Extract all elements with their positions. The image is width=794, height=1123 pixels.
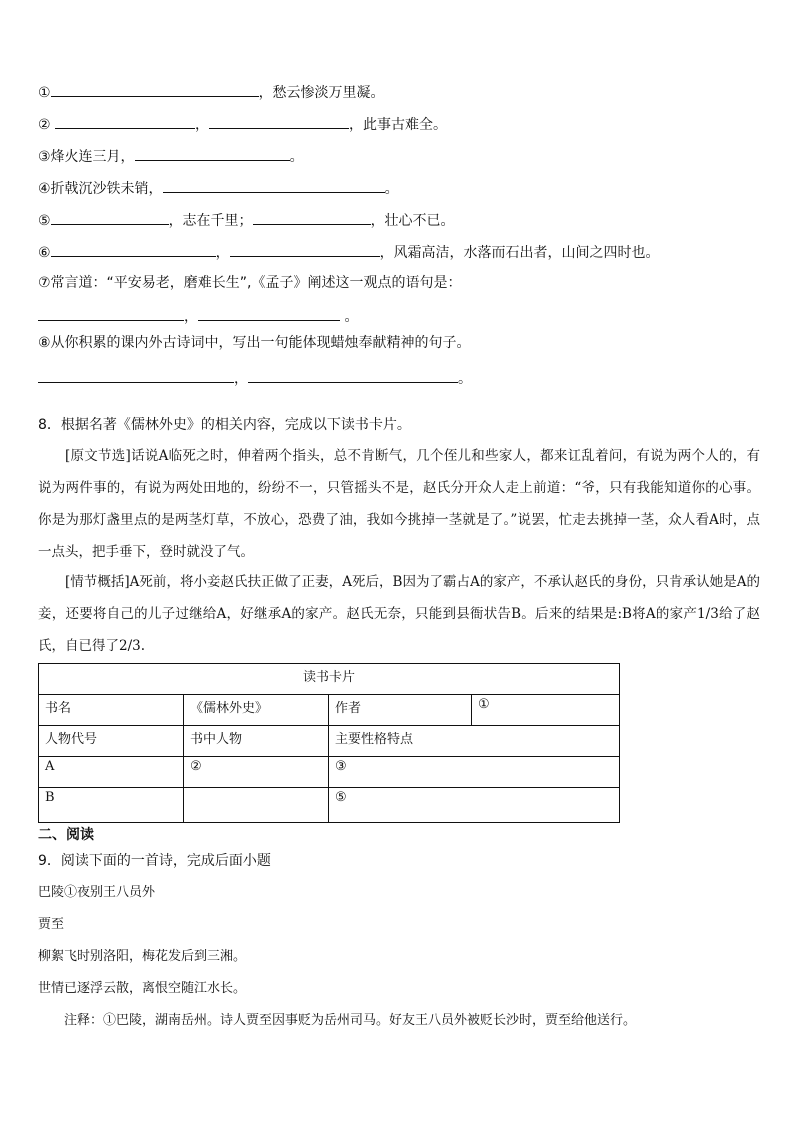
q7-prompt: ⑦常言道：“平安易老，磨难长生”,《孟子》阐述这一观点的语句是： bbox=[38, 275, 462, 291]
section2-heading: 二、阅读 bbox=[38, 827, 94, 843]
q8-blank-1[interactable] bbox=[38, 368, 234, 383]
q6-sep: ， bbox=[215, 245, 230, 261]
q8-blank-2[interactable] bbox=[248, 368, 458, 383]
q7-blank-2[interactable] bbox=[198, 306, 340, 321]
reading-card-table bbox=[38, 663, 620, 823]
q7-blank-1[interactable] bbox=[38, 306, 184, 321]
q8-title: 8．根据名著《儒林外史》的相关内容，完成以下读书卡片。 bbox=[38, 417, 411, 433]
q7-sep: ， bbox=[184, 309, 198, 325]
q5-mid: ，志在千里； bbox=[168, 213, 253, 229]
q2-blank-2[interactable] bbox=[209, 114, 349, 129]
poem-note: 注释：①巴陵，湖南岳州。诗人贾至因事贬为岳州司马。好友王八员外被贬长沙时，贾至给他送行。 bbox=[64, 1013, 637, 1028]
q8-answer-line bbox=[38, 368, 472, 388]
poem-title: 巴陵①夜别王八员外 bbox=[38, 885, 156, 900]
q5-marker: ⑤ bbox=[38, 213, 51, 229]
q4-before: ④折戟沉沙铁未销， bbox=[38, 181, 163, 197]
q8-after: 。 bbox=[458, 371, 472, 387]
q3-after: 。 bbox=[289, 149, 304, 165]
q8-summary: [情节概括]A死前，将小妾赵氏扶正做了正妻，A死后，B因为了霸占A的家产，不承认赵氏的身份，只肯承认她是A的妾，还要将自己的儿子过继给A，好继承A的家产。赵氏无奈，只能到县衙状告B。后来的结果是:B将A的家产1/3给了赵氏，自已得了2/3. bbox=[38, 574, 760, 654]
q6-marker: ⑥ bbox=[38, 245, 51, 261]
card-header-character: 书中人物 bbox=[184, 726, 329, 757]
q8-excerpt: [原文节选]话说A临死之时，伸着两个指头，总不肯断气，几个侄儿和些家人，都来讧乱着问，有说为两个人的，有说为两件事的，有说为两处田地的，纷纷不一，只管摇头不是，赵氏分开众人走上前道：“爷，只有我能知道你的心事。你是为那灯盏里点的是两茎灯草，不放心，恐费了油，我如今挑掉一茎就是了。”说罢，忙走去挑掉一茎，众人看A时，点一点头，把手垂下，登时就没了气。 bbox=[38, 448, 760, 560]
q2-line bbox=[38, 114, 447, 134]
card-book-name: 《儒林外史》 bbox=[184, 695, 329, 726]
q3-blank[interactable] bbox=[135, 146, 290, 161]
card-label-book: 书名 bbox=[39, 695, 184, 726]
card-row-a-code: A bbox=[39, 757, 184, 788]
q2-after: ，此事古难全。 bbox=[349, 117, 448, 133]
card-header-traits: 主要性格特点 bbox=[329, 726, 620, 757]
card-row-b-character[interactable] bbox=[184, 788, 329, 823]
q6-blank-1[interactable] bbox=[51, 242, 216, 257]
q6-line bbox=[38, 242, 660, 262]
q7-answer-line bbox=[38, 306, 358, 326]
card-author-blank[interactable]: ① bbox=[472, 695, 620, 726]
card-row-a-character[interactable]: ② bbox=[184, 757, 329, 788]
q2-marker: ② bbox=[38, 117, 51, 133]
q1-after: ，愁云惨淡万里凝。 bbox=[258, 85, 385, 101]
card-title: 读书卡片 bbox=[39, 664, 620, 695]
card-label-author: 作者 bbox=[329, 695, 472, 726]
q3-before: ③烽火连三月， bbox=[38, 149, 135, 165]
card-row-b-traits[interactable]: ⑤ bbox=[329, 788, 620, 823]
q3-line bbox=[38, 146, 304, 166]
q2-sep: ， bbox=[195, 117, 210, 133]
q6-blank-2[interactable] bbox=[230, 242, 380, 257]
poem-line-2: 世情已逐浮云散，离恨空随江水长。 bbox=[38, 981, 247, 996]
q2-blank-1[interactable] bbox=[55, 114, 195, 129]
q8-sep: ， bbox=[234, 371, 248, 387]
q5-blank-1[interactable] bbox=[51, 210, 169, 225]
card-row-b-code: B bbox=[39, 788, 184, 823]
q4-line bbox=[38, 178, 399, 198]
q8-prompt: ⑧从你积累的课内外古诗词中，写出一句能体现蜡烛奉献精神的句子。 bbox=[38, 335, 471, 351]
q4-blank[interactable] bbox=[163, 178, 385, 193]
q6-after: ，风霜高洁，水落而石出者，山间之四时也。 bbox=[379, 245, 660, 261]
poem-author: 贾至 bbox=[38, 917, 65, 932]
q9-prompt: 9．阅读下面的一首诗，完成后面小题 bbox=[38, 853, 271, 869]
q5-line bbox=[38, 210, 455, 230]
poem-line-1: 柳絮飞时别洛阳，梅花发后到三湘。 bbox=[38, 949, 247, 964]
q5-blank-2[interactable] bbox=[253, 210, 371, 225]
q5-after: ，壮心不已。 bbox=[370, 213, 455, 229]
q4-after: 。 bbox=[384, 181, 399, 197]
card-row-a-traits[interactable]: ③ bbox=[329, 757, 620, 788]
q1-marker: ① bbox=[38, 85, 51, 101]
q1-blank[interactable] bbox=[51, 82, 259, 97]
q7-after: 。 bbox=[344, 309, 359, 325]
card-header-code: 人物代号 bbox=[39, 726, 184, 757]
q1-line bbox=[38, 82, 385, 102]
